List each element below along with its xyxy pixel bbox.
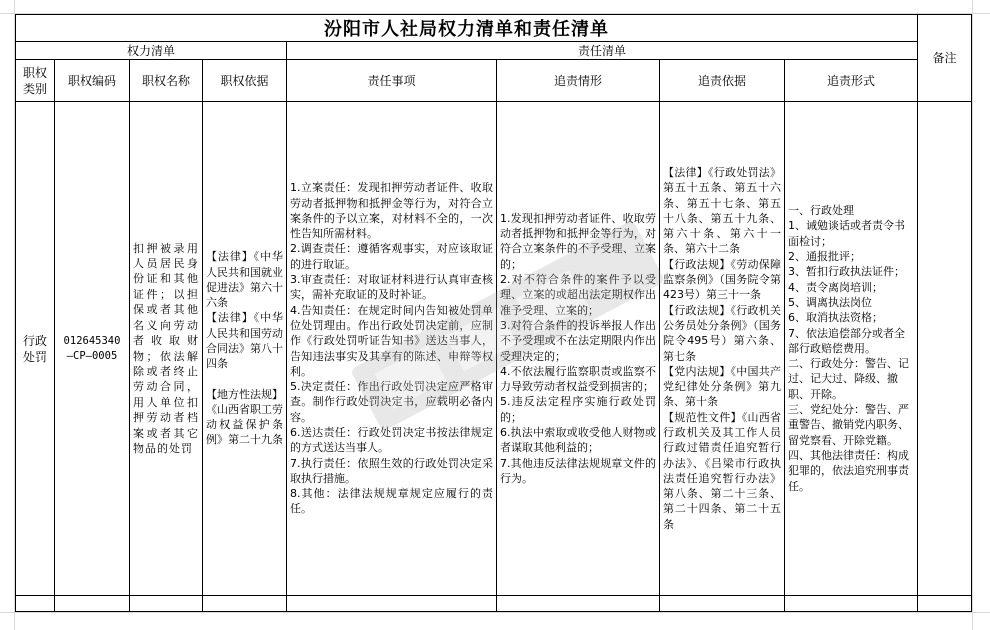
duty-item: 4.告知责任：在规定时间内告知被处罚单位处罚理由。作出行政处罚决定前，应制作《行政处罚听证告知书》送达当事人，告知违法事实及其享有的陈述、申辩等权利。: [290, 303, 493, 378]
basis-line: 【地方性法规】《山西省职工劳动权益保护条例》第二十九条: [206, 387, 283, 447]
gridline: [0, 612, 990, 613]
accountability-form-item: 一、行政处理: [788, 204, 854, 218]
group-header-duty: 责任清单: [287, 42, 918, 60]
header-code: 职权编码: [55, 60, 130, 102]
basis-line: 【法律】《中华人民共和国劳动合同法》第八十四条: [206, 311, 283, 371]
accountability-basis-item: 【行政法规】《行政机关公务员处分条例》（国务院令495号）第六条、第七条: [663, 303, 781, 363]
header-accountability: 追责情形: [497, 60, 660, 102]
empty-cell: [287, 596, 497, 612]
duty-item: 6.送达责任：行政处罚决定书按法律规定的方式送达当事人。: [290, 425, 493, 455]
basis-line: 【法律】《中华人民共和国就业促进法》第六十六条: [206, 250, 283, 310]
accountability-item: 1.发现扣押劳动者证件、收取劳动者抵押物和抵押金等行为，对符合立案条件的不予受理、立案的；: [500, 211, 656, 271]
header-accountability-form: 追责形式: [785, 60, 918, 102]
header-category: 职权 类别: [16, 60, 55, 102]
power-duty-table: [15, 14, 972, 612]
accountability-item: 2.对不符合条件的案件予以受理、立案的或超出法定期权作出准予受理、立案的；: [500, 273, 656, 317]
accountability-basis-item: 【行政法规】《劳动保障监察条例》（国务院令第423号）第三十一条: [663, 257, 781, 302]
duty-item: 8.其他：法律法规规章规定应履行的责任。: [290, 487, 493, 516]
accountability-item: 4.不依法履行监察职责或监察不力导致劳动者权益受到损害的；: [500, 364, 656, 394]
group-header-power: 权力清单: [16, 42, 287, 60]
cell-category: 行政 处罚: [16, 102, 55, 596]
accountability-form-item: 4、责令离岗培训；: [788, 280, 883, 294]
accountability-form-item: 6、取消执法资格；: [788, 311, 883, 325]
empty-cell: [130, 596, 203, 612]
cell-basis: [203, 102, 287, 596]
header-basis: 职权依据: [203, 60, 287, 102]
cell-accountability-basis: [660, 102, 785, 596]
empty-cell: [918, 596, 972, 612]
cell-remark: [918, 102, 972, 596]
table-title: 汾阳市人社局权力清单和责任清单: [16, 15, 918, 42]
accountability-item: 6.执法中索取或收受他人财物或者谋取其他利益的；: [500, 425, 656, 455]
header-remark: 备注: [918, 15, 972, 102]
basis-line: [206, 372, 283, 387]
header-name: 职权名称: [130, 60, 203, 102]
accountability-basis-item: 【规范性文件】《山西省行政机关及其工作人员行政过错责任追究暂行办法》、《吕梁市行政执法责任追究暂行办法》第八条、第二十三条、第二十四条、第二十五条: [663, 410, 781, 531]
cell-duty-items: [287, 102, 497, 596]
duty-item: 5.决定责任：作出行政处罚决定应严格审查。制作行政处罚决定书，应载明必备内容。: [290, 380, 493, 424]
cell-accountability-form: [785, 102, 918, 596]
accountability-basis-item: 【党内法规】《中国共产党纪律处分条例》第九条、第十条: [663, 364, 781, 409]
header-duty-items: 责任事项: [287, 60, 497, 102]
accountability-form-item: 三、党纪处分：警告、严重警告、撤销党内职务、留党察看、开除党籍。: [788, 403, 909, 447]
table-row: [16, 102, 972, 596]
duty-item: 1.立案责任：发现扣押劳动者证件、收取劳动者抵押物和抵押金等行为，对符合立案条件的予以立案，对材料不全的，一次性告知所需材料。: [290, 181, 493, 241]
duty-item: 2.调查责任：遵循客观事实，对应该取证的进行取证。: [290, 242, 493, 271]
accountability-form-item: 二、行政处分：警告、记过、记大过、降级、撤职、开除。: [788, 357, 909, 401]
cell-name: 扣押被录用人员居民身份证和其他证件；以担保或者其他名义向劳动者收取财物；依法解除或者终止劳动合同，用人单位扣押劳动者档案或者其它物品的处罚: [130, 102, 203, 596]
gridline: [972, 0, 973, 630]
accountability-item: 7.其他违反法律法规规章文件的行为。: [500, 456, 656, 485]
empty-cell: [203, 596, 287, 612]
cell-code: 012645340 —CP—0005: [55, 102, 130, 596]
accountability-item: 5.违反法定程序实施行政处罚的；: [500, 395, 656, 424]
accountability-form-item: 四、其他法律责任：构成犯罪的，依法追究刑事责任。: [788, 448, 909, 493]
accountability-form-item: 3、暂扣行政执法证件；: [788, 265, 905, 279]
accountability-item: 3.对符合条件的投诉举报人作出不予受理或不在法定期限内作出受理决定的；: [500, 318, 656, 363]
duty-item: 3.审查责任：对取证材料进行认真审查核实，需补充取证的及时补证。: [290, 273, 493, 302]
header-accountability-basis: 追责依据: [660, 60, 785, 102]
empty-cell: [660, 596, 785, 612]
accountability-form-item: 5、调离执法岗位: [788, 295, 872, 309]
empty-cell: [16, 596, 55, 612]
accountability-form-item: 1、诫勉谈话或者责令书面检讨；: [788, 219, 905, 248]
empty-cell: [55, 596, 130, 612]
accountability-basis-item: 【法律】《行政处罚法》第五十五条、第五十六条、第五十七条、第五十八条、第五十九条、第六十条、第六十一条、第六十二条: [663, 165, 781, 256]
duty-item: 7.执行责任：依照生效的行政处罚决定采取执行措施。: [290, 456, 493, 485]
accountability-form-item: 2、通报批评；: [788, 250, 861, 264]
accountability-form-item: 7、依法追偿部分或者全部行政赔偿费用。: [788, 326, 905, 355]
cell-accountability: [497, 102, 660, 596]
empty-cell: [785, 596, 918, 612]
empty-cell: [497, 596, 660, 612]
